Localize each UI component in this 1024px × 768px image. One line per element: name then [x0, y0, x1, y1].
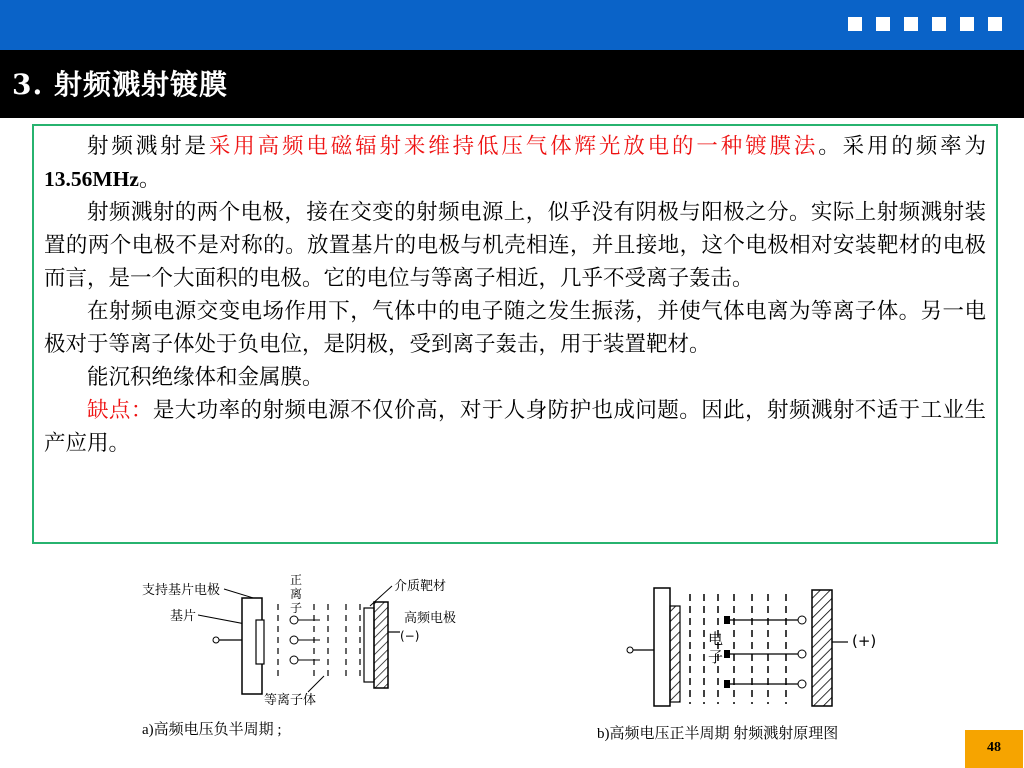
label-hf-electrode: 高频电极: [404, 611, 457, 626]
label-positive-ion-1: 正: [290, 573, 303, 587]
substrate-b: [670, 606, 680, 702]
label-dielectric-target: 介质靶材: [394, 579, 447, 594]
paragraph-4: 能沉积绝缘体和金属膜。: [87, 365, 324, 390]
label-plus: (+): [852, 632, 877, 650]
page-number: 48: [987, 740, 1001, 755]
hf-electrode-b: [812, 590, 832, 706]
p1-text-a: 射频溅射是: [87, 134, 209, 159]
label-electron-1: 电: [708, 630, 724, 648]
drawback-text: 是大功率的射频电源不仅价高，对于人身防护也成问题。因此，射频溅射不适于工业生产应用。: [44, 398, 986, 456]
hf-electrode: [374, 602, 388, 688]
paragraph-3: 在射频电源交变电场作用下，气体中的电子随之发生振荡，并使气体电离为等离子体。另一电极对于等离子体处于负电位，是阴极，受到离子轰击，用于装置靶材。: [44, 299, 986, 357]
nav-square-3: [904, 17, 918, 31]
electrons: [724, 616, 806, 688]
drawback-label: 缺点：: [87, 398, 153, 423]
figure-a-diagram: [138, 568, 498, 710]
p1-text-b: 。采用的频率为: [818, 134, 986, 159]
left-terminal: [213, 637, 219, 643]
p1-frequency: 13.56MHz: [44, 167, 139, 191]
paragraph-2: 射频溅射的两个电极，接在交变的射频电源上，似乎没有阴极与阳极之分。实际上射频溅射装置的两个电极不是对称的。放置基片的电极与机壳相连，并且接地，这个电极相对安装靶材的电极而言，是一个大面积的电极。它的电位与等离子相近，几乎不受离子轰击。: [44, 200, 986, 291]
label-minus: (−): [400, 629, 420, 643]
plasma-dashes-b: [690, 594, 786, 704]
nav-square-6: [988, 17, 1002, 31]
p1-highlight: 采用高频电磁辐射来维持低压气体辉光放电的一种镀膜法: [208, 134, 819, 159]
figure-b-caption: b)高频电压正半周期 射频溅射原理图: [597, 726, 839, 742]
p1-end: 。: [138, 167, 161, 192]
leader-plasma: [308, 676, 324, 692]
label-substrate: 基片: [170, 609, 197, 624]
figure-b-diagram: [626, 576, 916, 714]
support-electrode-b: [654, 588, 670, 706]
title-bar: [0, 50, 1024, 118]
paragraph-5: [44, 394, 986, 460]
nav-square-5: [960, 17, 974, 31]
nav-square-1: [848, 17, 862, 31]
paragraph-1: [44, 130, 986, 196]
label-support-electrode: 支持基片电极: [142, 583, 221, 598]
content-box: [32, 124, 998, 544]
ions: [290, 616, 320, 664]
figure-a-caption: a)高频电压负半周期 ;: [142, 722, 282, 738]
nav-square-4: [932, 17, 946, 31]
label-electron-2: 子: [708, 648, 724, 666]
nav-square-2: [876, 17, 890, 31]
top-banner: [0, 0, 1024, 50]
label-plasma: 等离子体: [264, 693, 317, 708]
page-number-badge: [965, 730, 1023, 768]
left-terminal-b: [627, 647, 633, 653]
substrate: [256, 620, 264, 664]
label-positive-ion-3: 子: [290, 601, 303, 615]
label-positive-ion-2: 离: [290, 587, 303, 601]
slide-title: 3. 射频溅射镀膜: [12, 68, 228, 101]
dielectric-target: [364, 608, 374, 682]
nav-squares: [848, 17, 1002, 31]
